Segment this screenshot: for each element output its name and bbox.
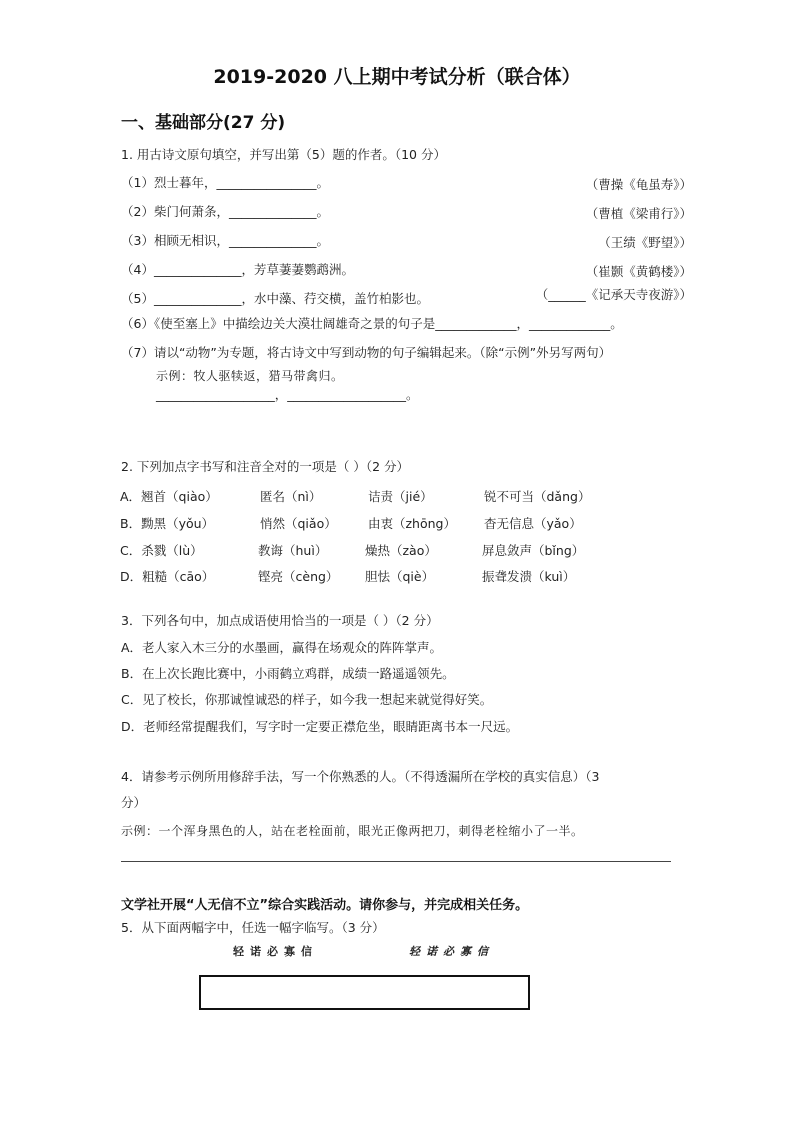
q1-item-2-source: （曹植《梁甫行》）: [585, 206, 692, 221]
q1-item-6: （6）《使至塞上》中描绘边关大漠壮阔雄奇之景的句子是_____________，_____________。: [121, 316, 623, 331]
q2-d-2: 铿亮（cèng）: [258, 569, 339, 584]
q1-item-1: （1）烈士暮年，________________。: [121, 175, 329, 190]
q2-a-4: 锐不可当（dǎng）: [484, 489, 591, 504]
q1-stem: 1. 用古诗文原句填空，并写出第（5）题的作者。（10 分）: [121, 147, 446, 162]
q1-item-5: （5）______________，水中藻、荇交横，盖竹柏影也。: [121, 291, 429, 306]
activity-heading: 文学社开展“人无信不立”综合实践活动。请你参与，并完成相关任务。: [121, 898, 529, 913]
q3-option-b: B．在上次长跑比赛中，小雨鹤立鸡群，成绩一路遥遥领先。: [121, 666, 455, 681]
q2-c-1: C．杀戮（lù）: [120, 543, 203, 558]
q4-stem-line1: 4．请参考示例所用修辞手法，写一个你熟悉的人。（不得透漏所在学校的真实信息）（3: [121, 769, 600, 784]
section-heading: 一、基础部分(27 分): [121, 113, 286, 133]
page-title: 2019-2020 八上期中考试分析（联合体）: [213, 66, 581, 88]
q2-a-1: A．翘首（qiào）: [120, 489, 218, 504]
q1-item-7: （7）请以“动物”为专题，将古诗文中写到动物的句子编辑起来。（除“示例”外另写两句）: [121, 345, 612, 360]
q1-item-3: （3）相顾无相识，______________。: [121, 233, 329, 248]
q3-option-a: A．老人家入木三分的水墨画，赢得在场观众的阵阵掌声。: [121, 640, 443, 655]
q2-d-4: 振聋发溃（kuì）: [482, 569, 576, 584]
q1-item-3-source: （王绩《野望》）: [598, 235, 692, 250]
q1-item-5-source: （______《记承天寺夜游》）: [535, 287, 692, 302]
q4-stem-line2: 分）: [121, 795, 147, 810]
q1-item-4: （4）______________，芳草萋萋鹦鹉洲。: [121, 262, 354, 277]
q2-stem: 2. 下列加点字书写和注音全对的一项是（ ）（2 分）: [121, 459, 410, 474]
calligraphy-sample-2: 轻诺必寡信: [409, 945, 494, 958]
q2-a-2: 匿名（nì）: [260, 489, 322, 504]
calligraphy-sample-1: 轻诺必寡信: [233, 945, 318, 958]
q3-stem: 3．下列各句中，加点成语使用恰当的一项是（ ）（2 分）: [121, 613, 439, 628]
q3-option-d: D．老师经常提醒我们，写字时一定要正襟危坐，眼睛距离书本一尺远。: [121, 719, 519, 734]
q1-item-1-source: （曹操《龟虽寿》）: [585, 177, 692, 192]
q2-b-3: 由衷（zhōng）: [368, 516, 456, 531]
q1-item-2: （2）柴门何萧条，______________。: [121, 204, 329, 219]
q2-b-2: 悄然（qiǎo）: [260, 516, 337, 531]
q2-c-3: 燥热（zào）: [365, 543, 437, 558]
q2-b-1: B．黝黑（yǒu）: [120, 516, 215, 531]
q1-item-4-source: （崔颢《黄鹤楼》）: [585, 264, 692, 279]
q2-c-2: 教诲（huì）: [258, 543, 328, 558]
q1-item-7-example: 示例：牧人驱犊返，猎马带禽归。: [156, 369, 344, 383]
copy-writing-box[interactable]: [199, 975, 530, 1010]
q2-d-1: D．粗糙（cāo）: [120, 569, 215, 584]
q1-item-7-blank: ___________________，___________________。: [156, 387, 419, 402]
q2-d-3: 胆怯（qiè）: [365, 569, 435, 584]
q5-stem: 5．从下面两幅字中，任选一幅字临写。（3 分）: [121, 920, 385, 935]
q4-answer-line[interactable]: [121, 861, 671, 862]
q2-b-4: 杳无信息（yǎo）: [484, 516, 582, 531]
q3-option-c: C．见了校长，你那诚惶诚恐的样子，如今我一想起来就觉得好笑。: [121, 692, 493, 707]
q2-c-4: 屏息敛声（bǐng）: [482, 543, 585, 558]
q2-a-3: 诘责（jié）: [368, 489, 433, 504]
q4-example: 示例：一个浑身黑色的人，站在老栓面前，眼光正像两把刀，刺得老栓缩小了一半。: [121, 824, 584, 838]
